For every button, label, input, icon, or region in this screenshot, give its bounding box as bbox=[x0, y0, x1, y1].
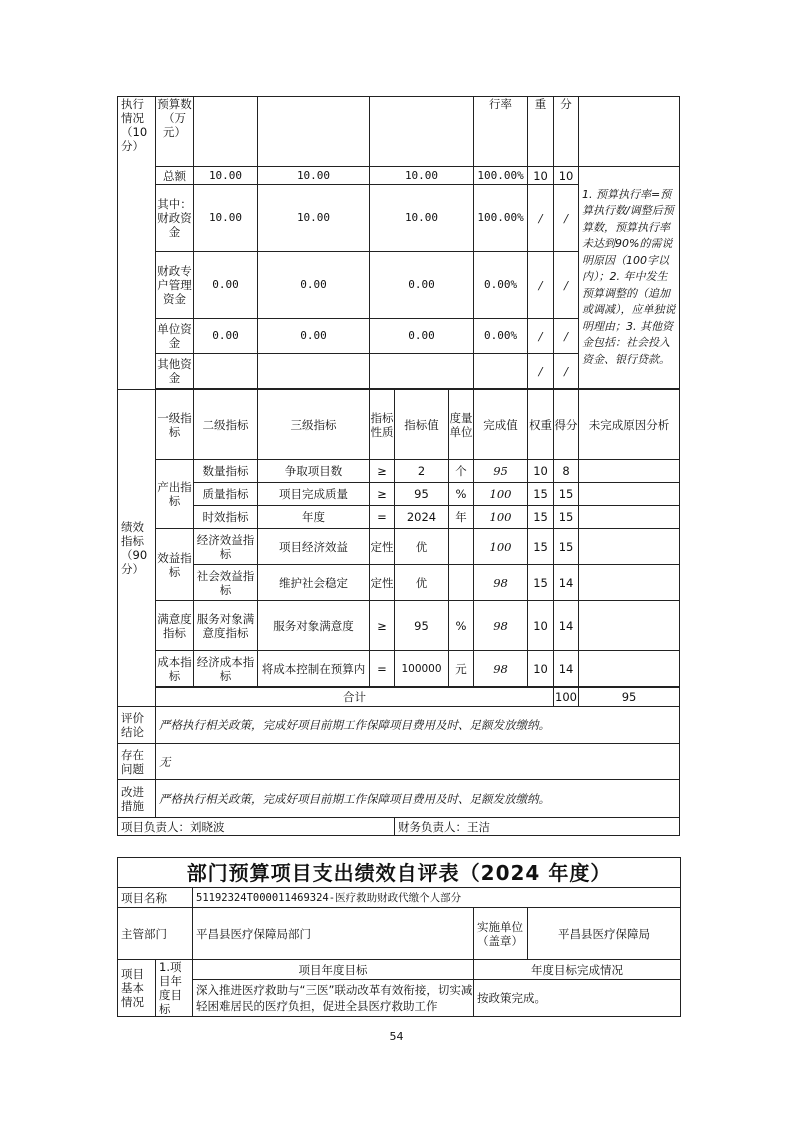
actual: 100 bbox=[474, 483, 528, 506]
actual: 100 bbox=[474, 529, 528, 565]
score: 15 bbox=[554, 529, 579, 565]
unit: 元 bbox=[449, 651, 474, 687]
level1-label: 产出指标 bbox=[156, 460, 194, 529]
reason bbox=[579, 565, 680, 601]
score: 15 bbox=[554, 506, 579, 529]
executed-value: 0.00 bbox=[370, 319, 474, 354]
indicator-row bbox=[118, 529, 680, 565]
improvements-label: 改进措施 bbox=[118, 780, 156, 818]
weight: 10 bbox=[528, 601, 554, 651]
actual: 100 bbox=[474, 506, 528, 529]
score: / bbox=[554, 252, 579, 319]
conclusion-text: 严格执行相关政策，完成好项目前期工作保障项目费用及时、足额发放缴纳。 bbox=[156, 707, 680, 744]
level3: 将成本控制在预算内 bbox=[258, 651, 370, 687]
unit bbox=[449, 529, 474, 565]
weight: / bbox=[528, 185, 554, 252]
dept-label: 主管部门 bbox=[118, 908, 193, 960]
budget-value: 0.00 bbox=[194, 252, 258, 319]
weight: / bbox=[528, 252, 554, 319]
value: 95 bbox=[395, 483, 449, 506]
nature: = bbox=[370, 506, 395, 529]
unit: % bbox=[449, 601, 474, 651]
score: / bbox=[554, 354, 579, 389]
execution-rate: 0.00% bbox=[474, 319, 528, 354]
nature: 定性 bbox=[370, 529, 395, 565]
level2: 时效指标 bbox=[194, 506, 258, 529]
weight: / bbox=[528, 319, 554, 354]
unit: 年 bbox=[449, 506, 474, 529]
level3: 服务对象满意度 bbox=[258, 601, 370, 651]
problems-row bbox=[118, 744, 680, 780]
improvements-text: 严格执行相关政策，完成好项目前期工作保障项目费用及时、足额发放缴纳。 bbox=[156, 780, 680, 818]
value: 优 bbox=[395, 565, 449, 601]
dept: 平昌县医疗保障局部门 bbox=[193, 908, 474, 960]
execution-rate bbox=[474, 354, 528, 389]
total-row bbox=[118, 688, 680, 707]
performance-section-label: 绩效指标（90分） bbox=[118, 390, 156, 707]
header-unit: 度量单位 bbox=[449, 390, 474, 460]
indicator-row bbox=[118, 506, 680, 529]
nature: = bbox=[370, 651, 395, 687]
level1-label: 效益指标 bbox=[156, 529, 194, 601]
indicator-row bbox=[118, 565, 680, 601]
goal-text: 深入推进医疗救助与“三医”联动改革有效衔接，切实减轻困难居民的医疗负担，促进全县医疗救助工作 bbox=[193, 980, 474, 1017]
execution-rate: 100.00% bbox=[474, 167, 528, 185]
impl-label: 实施单位（盖章） bbox=[474, 908, 528, 960]
completion-text: 按政策完成。 bbox=[474, 980, 681, 1017]
goal-label: 1.项目年度目标 bbox=[156, 960, 193, 1017]
weight: / bbox=[528, 354, 554, 389]
actual: 98 bbox=[474, 601, 528, 651]
reason bbox=[579, 601, 680, 651]
value: 优 bbox=[395, 529, 449, 565]
goal-header: 项目年度目标 bbox=[193, 960, 474, 980]
score: / bbox=[554, 319, 579, 354]
budget-value: 0.00 bbox=[194, 319, 258, 354]
row-label: 单位资金 bbox=[156, 319, 194, 354]
reason bbox=[579, 483, 680, 506]
level3: 年度 bbox=[258, 506, 370, 529]
execution-section-label: 执行情况（10分） bbox=[118, 97, 156, 390]
level2: 质量指标 bbox=[194, 483, 258, 506]
actual: 98 bbox=[474, 565, 528, 601]
execution-rate: 0.00% bbox=[474, 252, 528, 319]
conclusion-label: 评价结论 bbox=[118, 707, 156, 744]
row-label: 总额 bbox=[156, 167, 194, 185]
impl-unit: 平昌县医疗保障局 bbox=[528, 908, 681, 960]
executed-value: 10.00 bbox=[370, 185, 474, 252]
form-title: 部门预算项目支出绩效自评表（2024 年度） bbox=[118, 858, 681, 888]
row-label: 其他资金 bbox=[156, 354, 194, 389]
project-lead: 项目负责人：刘晓波 bbox=[118, 818, 395, 836]
executed-value: 10.00 bbox=[370, 167, 474, 185]
reason bbox=[579, 460, 680, 483]
execution-rate: 100.00% bbox=[474, 185, 528, 252]
unit: % bbox=[449, 483, 474, 506]
level2: 社会效益指标 bbox=[194, 565, 258, 601]
conclusion-row bbox=[118, 707, 680, 744]
header-level1: 一级指标 bbox=[156, 390, 194, 460]
total-score: 95 bbox=[579, 688, 680, 707]
level2: 服务对象满意度指标 bbox=[194, 601, 258, 651]
indicator-row bbox=[118, 483, 680, 506]
weight: 10 bbox=[528, 167, 554, 185]
adjusted-value: 0.00 bbox=[258, 319, 370, 354]
header-actual: 完成值 bbox=[474, 390, 528, 460]
unit bbox=[449, 565, 474, 601]
header-level3: 三级指标 bbox=[258, 390, 370, 460]
basic-info-label: 项目基本情况 bbox=[118, 960, 156, 1017]
execution-row bbox=[118, 167, 680, 185]
adjusted-value: 10.00 bbox=[258, 167, 370, 185]
header-rate: 行率 bbox=[474, 97, 528, 167]
self-evaluation-form bbox=[117, 857, 681, 1017]
budget-value: 10.00 bbox=[194, 167, 258, 185]
row-label: 其中：财政资金 bbox=[156, 185, 194, 252]
nature: ≥ bbox=[370, 460, 395, 483]
actual: 98 bbox=[474, 651, 528, 687]
budget-label: 预算数（万元） bbox=[156, 97, 194, 167]
nature: ≥ bbox=[370, 601, 395, 651]
header-col-2 bbox=[258, 97, 370, 167]
header-score: 分 bbox=[554, 97, 579, 167]
budget-value: 10.00 bbox=[194, 185, 258, 252]
level2: 经济效益指标 bbox=[194, 529, 258, 565]
weight: 15 bbox=[528, 565, 554, 601]
execution-performance-table bbox=[117, 96, 680, 836]
level2: 数量指标 bbox=[194, 460, 258, 483]
adjusted-value bbox=[258, 354, 370, 389]
header-weight: 重 bbox=[528, 97, 554, 167]
level3: 项目完成质量 bbox=[258, 483, 370, 506]
score: 15 bbox=[554, 483, 579, 506]
indicator-row bbox=[118, 601, 680, 651]
completion-header: 年度目标完成情况 bbox=[474, 960, 681, 980]
level3: 争取项目数 bbox=[258, 460, 370, 483]
header-nature: 指标性质 bbox=[370, 390, 395, 460]
page-number: 54 bbox=[389, 1030, 404, 1043]
signature-row bbox=[118, 818, 680, 836]
nature: ≥ bbox=[370, 483, 395, 506]
weight: 15 bbox=[528, 529, 554, 565]
reason bbox=[579, 529, 680, 565]
score: 14 bbox=[554, 565, 579, 601]
weight: 10 bbox=[528, 460, 554, 483]
level1-label: 满意度指标 bbox=[156, 601, 194, 651]
indicator-row bbox=[118, 651, 680, 687]
executed-value: 0.00 bbox=[370, 252, 474, 319]
level3: 维护社会稳定 bbox=[258, 565, 370, 601]
finance-lead: 财务负责人：王洁 bbox=[395, 818, 680, 836]
level2: 经济成本指标 bbox=[194, 651, 258, 687]
score: 14 bbox=[554, 651, 579, 687]
execution-note: 1. 预算执行率=预算执行数/调整后预算数，预算执行率未达到90%的需说明原因（100字以内）；2. 年中发生预算调整的（追加或调减），应单独说明理由；3. 其他资金包括：社会投入资金、银行贷款。 bbox=[579, 167, 680, 389]
improvements-row bbox=[118, 780, 680, 818]
project-name-label: 项目名称 bbox=[118, 888, 193, 908]
header-col-3 bbox=[370, 97, 474, 167]
score: / bbox=[554, 185, 579, 252]
header-note bbox=[579, 97, 680, 167]
header-col-1 bbox=[194, 97, 258, 167]
actual: 95 bbox=[474, 460, 528, 483]
weight: 10 bbox=[528, 651, 554, 687]
total-weight: 100 bbox=[554, 688, 579, 707]
reason bbox=[579, 651, 680, 687]
header-value: 指标值 bbox=[395, 390, 449, 460]
nature: 定性 bbox=[370, 565, 395, 601]
level1-label: 成本指标 bbox=[156, 651, 194, 687]
budget-value bbox=[194, 354, 258, 389]
header-level2: 二级指标 bbox=[194, 390, 258, 460]
adjusted-value: 0.00 bbox=[258, 252, 370, 319]
weight: 15 bbox=[528, 483, 554, 506]
score: 8 bbox=[554, 460, 579, 483]
problems-label: 存在问题 bbox=[118, 744, 156, 780]
score: 10 bbox=[554, 167, 579, 185]
value: 95 bbox=[395, 601, 449, 651]
total-label: 合计 bbox=[156, 688, 554, 707]
row-label: 财政专户管理资金 bbox=[156, 252, 194, 319]
value: 100000 bbox=[395, 651, 449, 687]
unit: 个 bbox=[449, 460, 474, 483]
header-weight: 权重 bbox=[528, 390, 554, 460]
executed-value bbox=[370, 354, 474, 389]
value: 2024 bbox=[395, 506, 449, 529]
header-score: 得分 bbox=[554, 390, 579, 460]
header-reason: 未完成原因分析 bbox=[579, 390, 680, 460]
level3: 项目经济效益 bbox=[258, 529, 370, 565]
reason bbox=[579, 506, 680, 529]
adjusted-value: 10.00 bbox=[258, 185, 370, 252]
indicator-row bbox=[118, 460, 680, 483]
value: 2 bbox=[395, 460, 449, 483]
weight: 15 bbox=[528, 506, 554, 529]
score: 14 bbox=[554, 601, 579, 651]
problems-text: 无 bbox=[156, 744, 680, 780]
project-name: 51192324T000011469324-医疗救助财政代缴个人部分 bbox=[193, 888, 681, 908]
